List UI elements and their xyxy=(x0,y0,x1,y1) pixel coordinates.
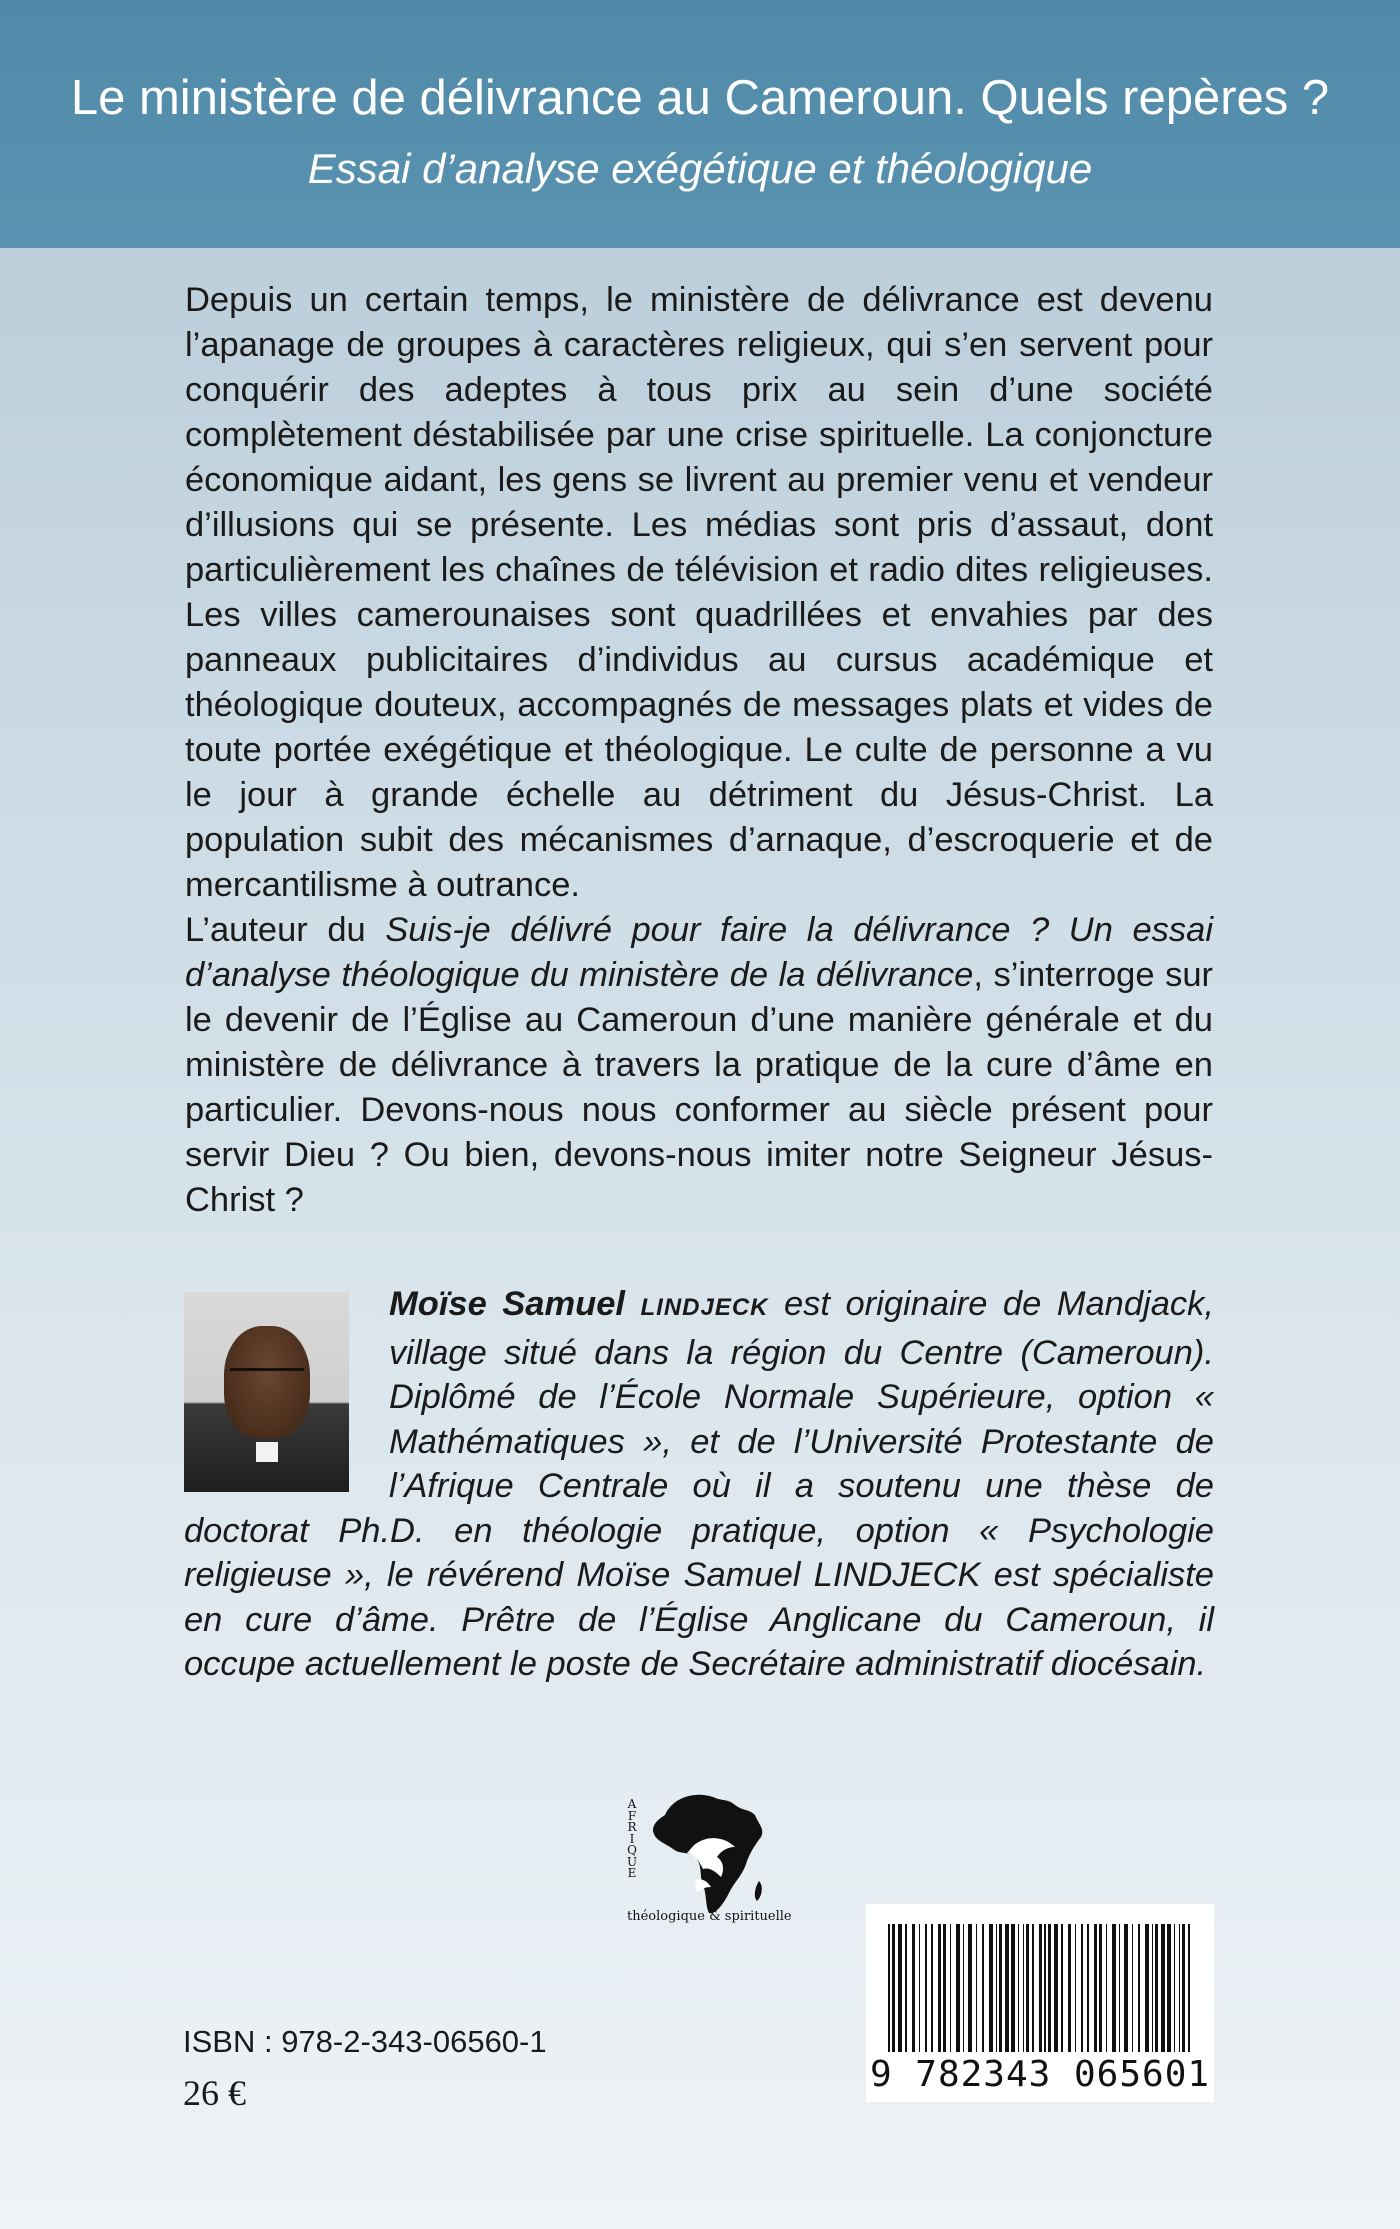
isbn-label: ISBN : 978-2-343-06560-1 xyxy=(183,2024,547,2059)
barcode-number: 9 782343 065601 xyxy=(869,2054,1211,2095)
blurb-paragraph-1: Depuis un certain temps, le ministère de délivrance est devenu l’apanage de groupes à caractères religieux, qui s’en servent pour conquérir des adeptes à tous prix au sein d’une société complètement déstabilisée par une crise spirituelle. La conjoncture économique aidant, les gens se livrent au premier venu et vendeur d’illusions qui se présente. Les médias sont pris d’assaut, dont particulièrement les chaînes de télévision et radio dites religieuses. Les villes camerounaises sont quadrillées et envahies par des panneaux publicitaires d’individus au cursus académique et théologique douteux, accompagnés de messages plats et vides de toute portée exégétique et théologique. Le culte de personne a vu le jour à grande échelle au détriment du Jésus-Christ. La population subit des mécanismes d’arnaque, d’escroquerie et de mercantilisme à outrance. xyxy=(185,281,1213,904)
price-label: 26 € xyxy=(183,2073,246,2113)
book-title: Le ministère de délivrance au Cameroun. Quels repères ? xyxy=(70,71,1330,125)
title-band xyxy=(0,0,1400,248)
author-bio-text: est originaire de Mandjack, village situé dans la région du Centre (Cameroun). Diplômé de l’École Normale Supérieure, option « Mathématiques », et de l’Université Protestante de l’Afrique Centrale où il a soutenu une thèse de doctorat Ph.D. en théologie pratique, option « Psychologie religieuse », le révérend Moïse Samuel LINDJECK est spécialiste en cure d’âme. Prêtre de l’Église Anglicane du Cameroun, il occupe actuellement le poste de Secrétaire administratif diocésain. xyxy=(184,1285,1214,1683)
author-name-first: Moïse Samuel xyxy=(389,1285,641,1323)
logo-letter: U xyxy=(626,1854,638,1869)
logo-letter: A xyxy=(627,1797,637,1811)
logo-letter: I xyxy=(629,1831,635,1846)
author-name-last: LINDJECK xyxy=(640,1294,769,1321)
logo-letter: R xyxy=(627,1820,637,1834)
logo-letter: E xyxy=(627,1866,637,1880)
referenced-book-title: Suis-je délivré pour faire la délivrance ? Un essai d’analyse théologique du ministère de la délivrance xyxy=(185,911,1213,994)
logo-letter: Q xyxy=(627,1843,637,1857)
book-subtitle: Essai d’analyse exégétique et théologique xyxy=(307,145,1093,192)
logo-letter: F xyxy=(627,1808,637,1823)
blurb-paragraph-2-lead: L’auteur du xyxy=(185,911,386,949)
author-name xyxy=(389,1285,769,1323)
publisher-collection-caption: théologique & spirituelle xyxy=(627,1909,792,1924)
photo-spacer xyxy=(184,1282,389,1502)
author-bio xyxy=(184,1282,1214,1687)
blurb-paragraph-2-rest: , s’interroge sur le devenir de l’Église au Cameroun d’une manière générale et du ministère de délivrance à travers la pratique de la cure d’âme en particulier. Devons-nous nous conformer au siècle présent pour servir Dieu ? Ou bien, devons-nous imiter notre Seigneur Jésus-Christ ? xyxy=(185,956,1214,1219)
barcode-bars xyxy=(888,1924,1192,2052)
africa-dove-icon xyxy=(625,1785,775,1925)
blurb-paragraph-2 xyxy=(185,908,1213,1223)
back-cover-blurb xyxy=(185,278,1213,1223)
publisher-logo xyxy=(625,1785,775,1925)
barcode xyxy=(866,1904,1214,2102)
